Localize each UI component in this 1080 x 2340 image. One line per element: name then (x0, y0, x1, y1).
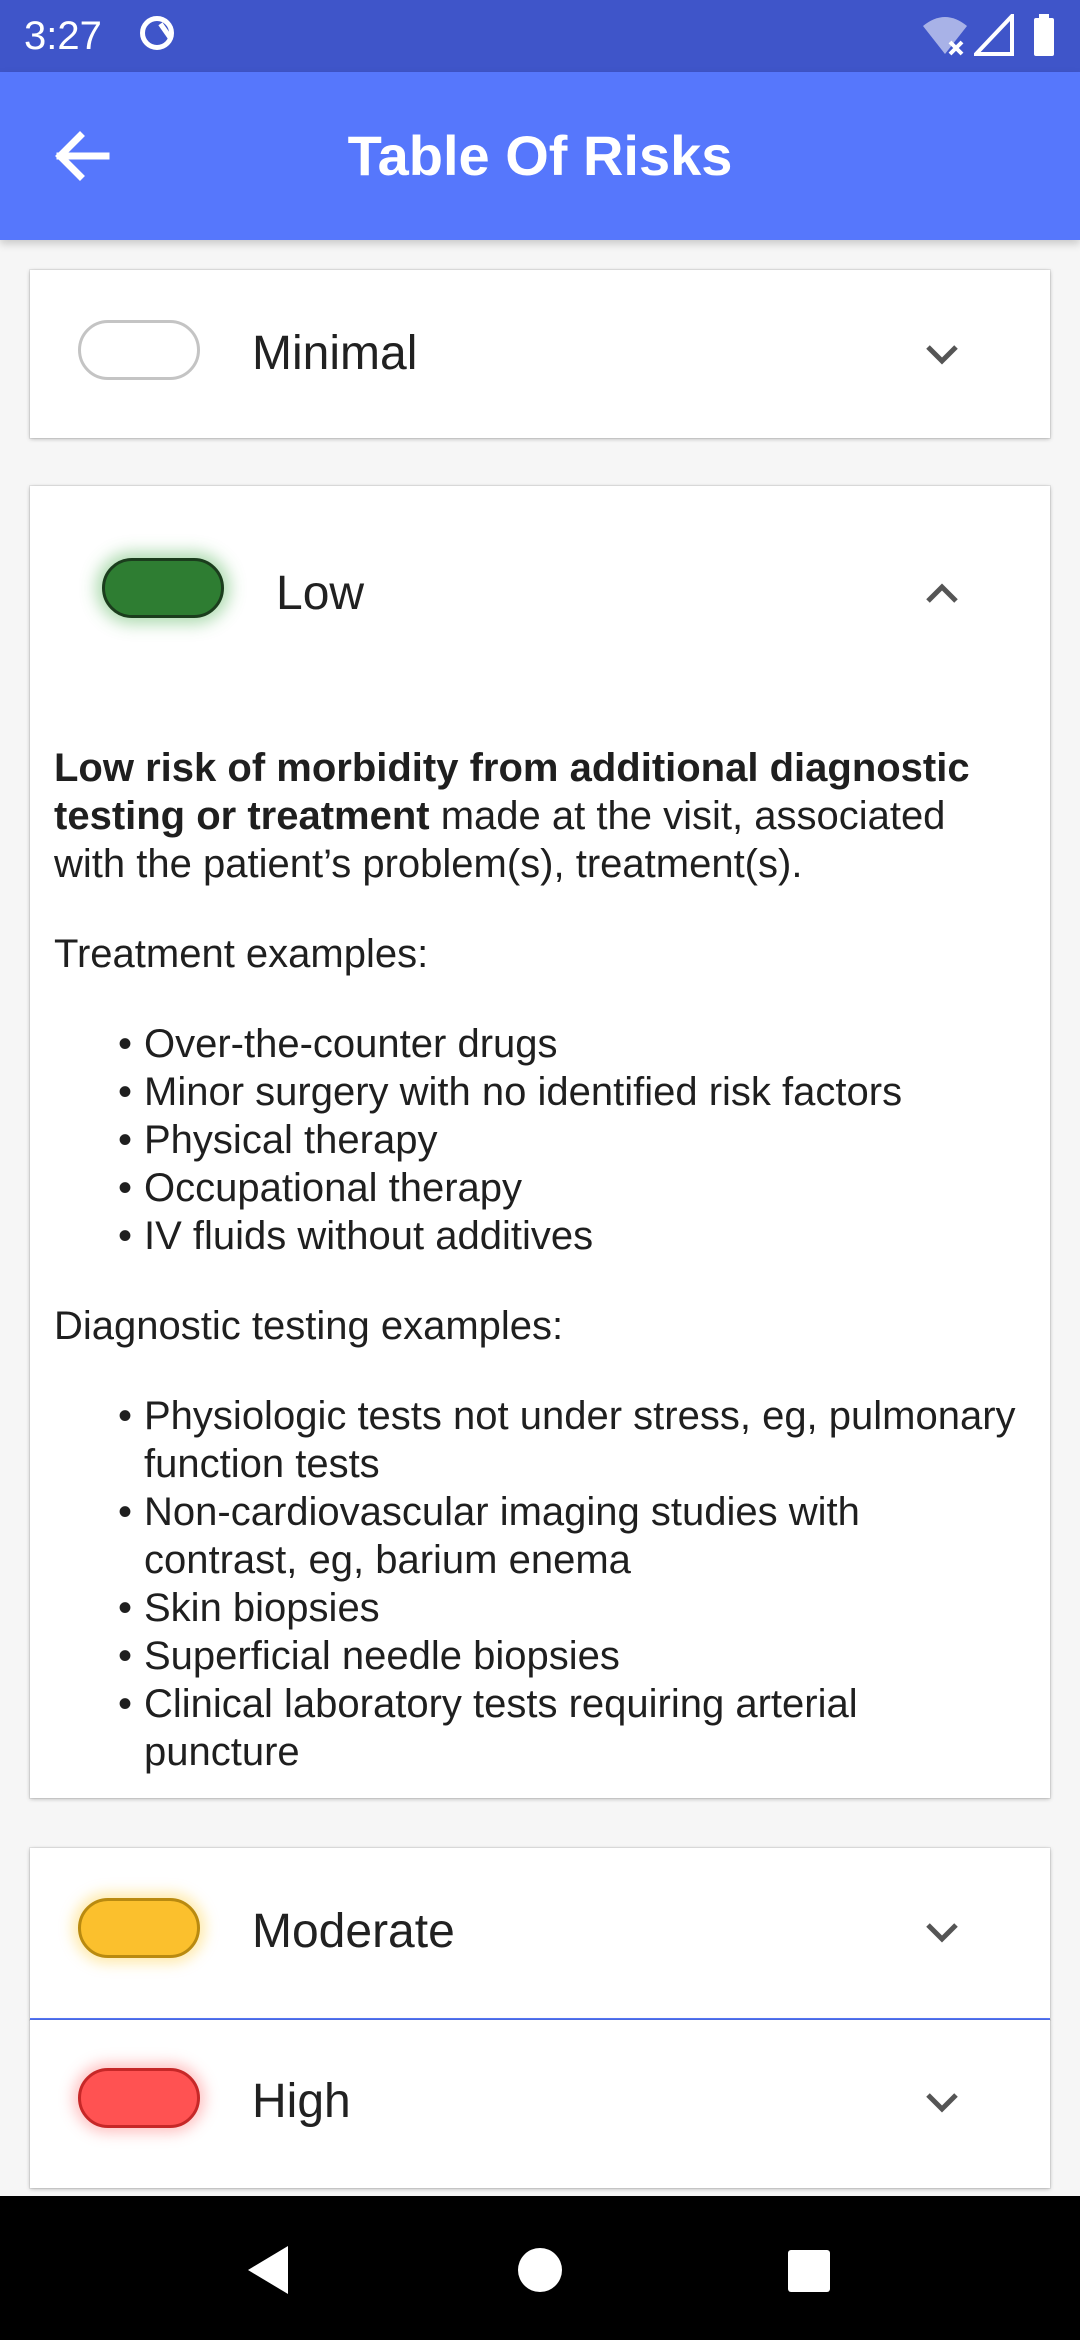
list-item (54, 1164, 1024, 1212)
list-item (54, 1488, 1024, 1584)
risk-color-indicator (102, 558, 224, 618)
list-item (54, 1212, 1024, 1260)
list-item-text: Over-the-counter drugs (144, 1022, 558, 1066)
risk-color-indicator (78, 2068, 200, 2128)
risk-label: High (252, 2075, 351, 2128)
list-item-text: Clinical laboratory tests requiring arterial puncture (144, 1682, 858, 1774)
list-item (54, 1392, 1024, 1488)
chevron-down-icon[interactable] (920, 1910, 964, 1954)
diagnostic-list (54, 1392, 1024, 1776)
recents-square-icon[interactable] (786, 2248, 832, 2294)
bullet: • (118, 1394, 133, 1438)
risk-color-indicator (78, 320, 200, 380)
list-item-text: Minor surgery with no identified risk factors (144, 1070, 903, 1114)
risk-card-low[interactable] (30, 486, 1050, 1798)
list-item (54, 1020, 1024, 1068)
list-item-text: Skin biopsies (144, 1586, 380, 1630)
risk-card-moderate[interactable] (30, 1848, 1050, 2020)
bullet: • (118, 1166, 133, 1210)
list-item-text: Superficial needle biopsies (144, 1634, 620, 1678)
bullet: • (118, 1022, 133, 1066)
bullet: • (118, 1118, 133, 1162)
risk-label: Low (276, 567, 365, 620)
risk-intro-bold: Low risk of morbidity from additional diagnostic testing or treatment (54, 746, 970, 838)
list-item-text: IV fluids without additives (144, 1214, 594, 1258)
risk-card-minimal[interactable] (30, 270, 1050, 438)
app-bar (0, 72, 1080, 240)
risk-intro-rest: made at the visit, associated with the patient’s problem(s), treatment(s). (54, 794, 946, 886)
bullet: • (118, 1214, 133, 1258)
bullet: • (118, 1682, 133, 1726)
risk-color-indicator (78, 1898, 200, 1958)
list-item (54, 1068, 1024, 1116)
wifi-off-icon (922, 14, 968, 56)
chevron-up-icon[interactable] (920, 572, 964, 616)
bullet: • (118, 1070, 133, 1114)
status-time: 3:27 (24, 14, 102, 58)
page-title: Table Of Risks (347, 124, 733, 187)
risk-description (54, 744, 1024, 1776)
list-item (54, 1116, 1024, 1164)
list-item (54, 1632, 1024, 1680)
back-triangle-icon[interactable] (244, 2244, 292, 2296)
risk-label: Moderate (252, 1905, 455, 1958)
list-item-text: Occupational therapy (144, 1166, 523, 1210)
navigation-bar (0, 2196, 1080, 2340)
list-item-text: Non-cardiovascular imaging studies with contrast, eg, barium enema (144, 1490, 860, 1582)
list-item (54, 1584, 1024, 1632)
bullet: • (118, 1586, 133, 1630)
battery-icon (1032, 14, 1056, 56)
diagnostic-heading: Diagnostic testing examples: (54, 1304, 564, 1348)
risk-intro (54, 744, 1024, 888)
chevron-down-icon[interactable] (920, 2080, 964, 2124)
bullet: • (118, 1634, 133, 1678)
cell-signal-icon (974, 14, 1014, 56)
treatment-list (54, 1020, 1024, 1260)
list-item-text: Physiologic tests not under stress, eg, pulmonary function tests (144, 1394, 1016, 1486)
status-bar (0, 0, 1080, 72)
risk-card-high[interactable] (30, 2020, 1050, 2188)
chevron-down-icon[interactable] (920, 332, 964, 376)
list-item-text: Physical therapy (144, 1118, 438, 1162)
app-notification-icon (140, 16, 174, 50)
treatment-heading: Treatment examples: (54, 932, 429, 976)
list-item (54, 1680, 1024, 1776)
risk-label: Minimal (252, 327, 418, 380)
bullet: • (118, 1490, 133, 1534)
home-circle-icon[interactable] (516, 2246, 564, 2294)
